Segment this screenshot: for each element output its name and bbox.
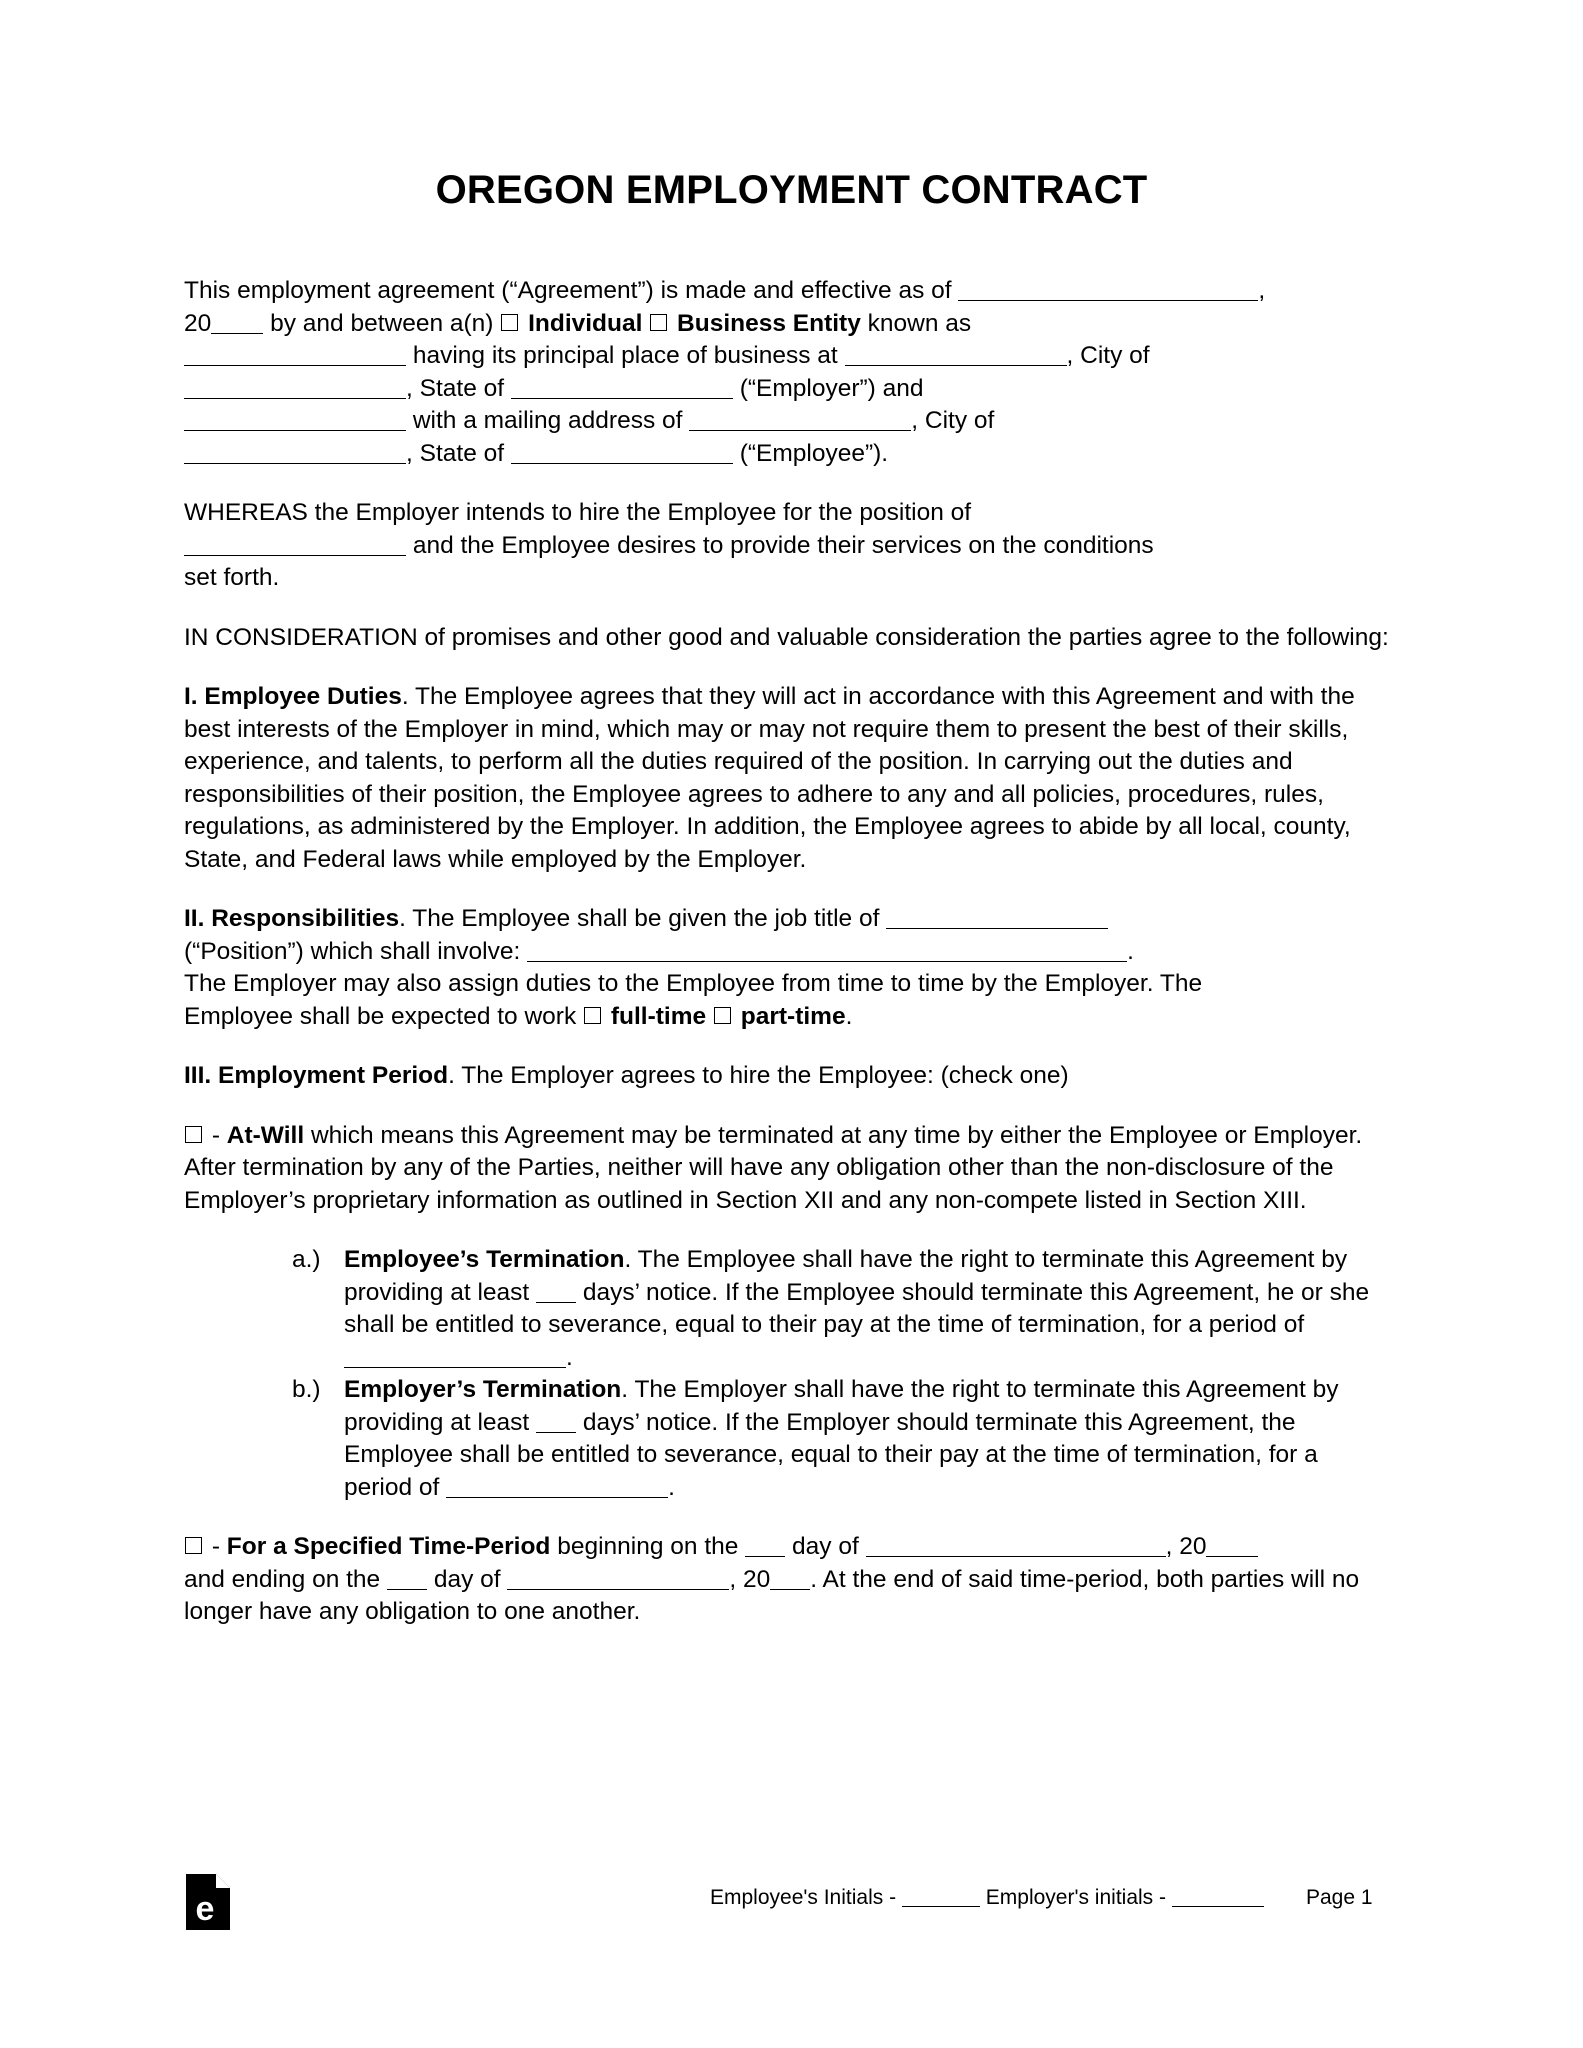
checkbox-part-time[interactable] — [714, 1007, 731, 1024]
employee-state-blank[interactable] — [511, 443, 733, 464]
employer-severance-period-blank[interactable] — [446, 1477, 668, 1498]
specified-label: For a Specified Time-Period — [226, 1533, 551, 1560]
section-2-line4-end: . — [845, 1002, 853, 1030]
end-year-blank[interactable] — [770, 1569, 810, 1590]
label-individual: Individual — [528, 309, 643, 337]
intro-line5-a: with a mailing address of — [412, 407, 683, 434]
termination-sublist-wrapper — [292, 1244, 1392, 1504]
intro-year-prefix: 20 — [184, 309, 212, 337]
at-will-option — [184, 1120, 1394, 1218]
employer-termination-part3: . — [668, 1473, 675, 1501]
whereas-line1: WHEREAS the Employer intends to hire the Employee for the position of — [184, 499, 972, 526]
employer-name-blank[interactable] — [184, 345, 406, 366]
intro-line4-b: (“Employer”) and — [739, 374, 924, 402]
page-title: OREGON EMPLOYMENT CONTRACT — [435, 168, 1148, 212]
eforms-logo-icon — [186, 1874, 230, 1930]
section-2-line3: The Employer may also assign duties to the Employee from time to time by the Employer. The — [184, 970, 1203, 997]
checkbox-business-entity[interactable] — [650, 314, 667, 331]
intro-line3-a: having its principal place of business at — [412, 342, 838, 369]
termination-sublist — [292, 1244, 1392, 1504]
intro-line6-b: (“Employee”). — [739, 439, 889, 467]
employer-initials-blank[interactable] — [1172, 1886, 1264, 1907]
section-2-line2: (“Position”) which shall involve: — [184, 937, 521, 965]
intro-paragraph — [184, 275, 1394, 470]
checkbox-full-time[interactable] — [584, 1007, 601, 1024]
employer-initials-label: Employer's initials - — [985, 1886, 1166, 1909]
specified-dash: - — [211, 1533, 220, 1560]
at-will-body: which means this Agreement may be terminated at any time by either the Employee or Employer. After termination by any of the Parties, neither will have any obligation other than the non-disclosure of the Employer’s proprietary information as outlined in Section XII and any non-compete listed in Section XIII. — [184, 1121, 1363, 1214]
specified-p2: day of — [792, 1533, 859, 1560]
section-2-line1: . The Employee shall be given the job title of — [399, 905, 880, 932]
at-will-dash: - — [211, 1121, 220, 1149]
specified-time-period-option — [184, 1531, 1394, 1629]
section-3-heading: III. Employment Period — [184, 1062, 449, 1089]
specified-p3: , 20 — [1165, 1533, 1207, 1560]
employer-termination-part2: days’ notice. If the Employer should terminate this Agreement, the Employee shall be entitled to severance, equal to their pay at the time of termination, for a period of — [344, 1408, 1318, 1501]
checkbox-specified-time-period[interactable] — [185, 1537, 202, 1554]
intro-line2-b: by and between a(n) — [270, 309, 494, 337]
year-blank[interactable] — [211, 313, 263, 334]
intro-line1-b: , — [1258, 277, 1266, 304]
specified-p6: , 20 — [729, 1565, 771, 1593]
list-item — [292, 1374, 1392, 1504]
section-3-body: . The Employer agrees to hire the Employee: (check one) — [448, 1062, 1069, 1089]
employee-address-blank[interactable] — [689, 410, 911, 431]
employee-termination-part1: . The Employee shall have the right to terminate this Agreement by providing at least — [344, 1246, 1348, 1306]
section-1-body: . The Employee agrees that they will act in accordance with this Agreement and with the best interests of the Employer in mind, which may or may not require them to present the best of their skills, experience, and talents, to perform all the duties required of the position. In carrying out the duties and responsibilities of their position, the Employee agrees to adhere to any and all policies, procedures, rules, regulations, as administered by the Employer. In addition, the Employee agrees to abide by all local, county, State, and Federal laws while employed by the Employer. — [184, 683, 1355, 873]
employer-city-blank[interactable] — [184, 378, 406, 399]
specified-p1: beginning on the — [557, 1533, 739, 1560]
initials-line — [710, 1883, 1264, 1913]
document-body — [184, 275, 1394, 1656]
list-marker-b: b.) — [292, 1376, 321, 1403]
employee-initials-blank[interactable] — [902, 1886, 980, 1907]
intro-line1-a: This employment agreement (“Agreement”) is made and effective as of — [184, 277, 952, 304]
start-day-blank[interactable] — [745, 1536, 785, 1557]
section-1-paragraph — [184, 681, 1394, 876]
employee-termination-part3: . — [566, 1343, 573, 1371]
job-title-blank[interactable] — [886, 908, 1108, 929]
employee-severance-period-blank[interactable] — [344, 1347, 566, 1368]
at-will-label: At-Will — [226, 1121, 305, 1149]
employer-notice-days-blank[interactable] — [536, 1412, 576, 1433]
employer-state-blank[interactable] — [511, 378, 733, 399]
intro-line6-a: , State of — [406, 439, 505, 467]
whereas-paragraph — [184, 497, 1394, 595]
consideration-paragraph: IN CONSIDERATION of promises and other good and valuable consideration the parties agree to the following: — [184, 623, 1389, 651]
whereas-line2: and the Employee desires to provide their services on the conditions — [412, 531, 1154, 559]
label-part-time: part-time — [740, 1002, 846, 1030]
list-marker-a: a.) — [292, 1246, 321, 1273]
employee-initials-label: Employee's Initials - — [710, 1886, 897, 1909]
page-number: Page 1 — [1306, 1886, 1373, 1909]
whereas-line3: set forth. — [184, 564, 280, 591]
end-month-blank[interactable] — [507, 1569, 729, 1590]
intro-line3-b: , City of — [1066, 342, 1150, 369]
end-day-blank[interactable] — [387, 1569, 427, 1590]
employer-termination-label: Employer’s Termination — [344, 1376, 622, 1403]
label-full-time: full-time — [610, 1002, 707, 1030]
section-2-line4-a: Employee shall be expected to work — [184, 1002, 577, 1030]
employee-termination-label: Employee’s Termination — [344, 1246, 625, 1273]
employee-name-blank[interactable] — [184, 410, 406, 431]
intro-line5-b: , City of — [911, 407, 995, 434]
specified-p7: . At the end of said time-period, both parties will no longer have any obligation to one another. — [184, 1565, 1360, 1625]
employer-address-blank[interactable] — [845, 345, 1067, 366]
employee-termination-part2: days’ notice. If the Employee should terminate this Agreement, he or she shall be entitled to severance, equal to their pay at the time of termination, for a period of — [344, 1278, 1370, 1338]
effective-date-blank[interactable] — [958, 280, 1258, 301]
start-month-blank[interactable] — [866, 1536, 1166, 1557]
page-footer — [0, 1882, 1583, 1962]
start-year-blank[interactable] — [1206, 1536, 1258, 1557]
intro-line2-c: known as — [867, 309, 972, 337]
position-involve-blank[interactable] — [527, 941, 1127, 962]
checkbox-at-will[interactable] — [185, 1126, 202, 1143]
section-1-heading: I. Employee Duties — [184, 683, 402, 710]
position-blank[interactable] — [184, 535, 406, 556]
checkbox-individual[interactable] — [501, 314, 518, 331]
section-2-paragraph — [184, 903, 1394, 1033]
section-2-line2-end: . — [1127, 937, 1134, 965]
specified-p5: day of — [433, 1565, 501, 1593]
svg-text:e: e — [195, 1890, 215, 1928]
intro-line4-a: , State of — [406, 374, 505, 402]
section-2-heading: II. Responsibilities — [184, 905, 400, 932]
label-business-entity: Business Entity — [677, 309, 861, 337]
list-item — [292, 1244, 1392, 1374]
employee-city-blank[interactable] — [184, 443, 406, 464]
employee-notice-days-blank[interactable] — [536, 1282, 576, 1303]
section-3-paragraph — [184, 1060, 1394, 1093]
specified-p4: and ending on the — [184, 1565, 381, 1593]
employer-termination-part1: . The Employer shall have the right to terminate this Agreement by providing at least — [344, 1376, 1339, 1436]
